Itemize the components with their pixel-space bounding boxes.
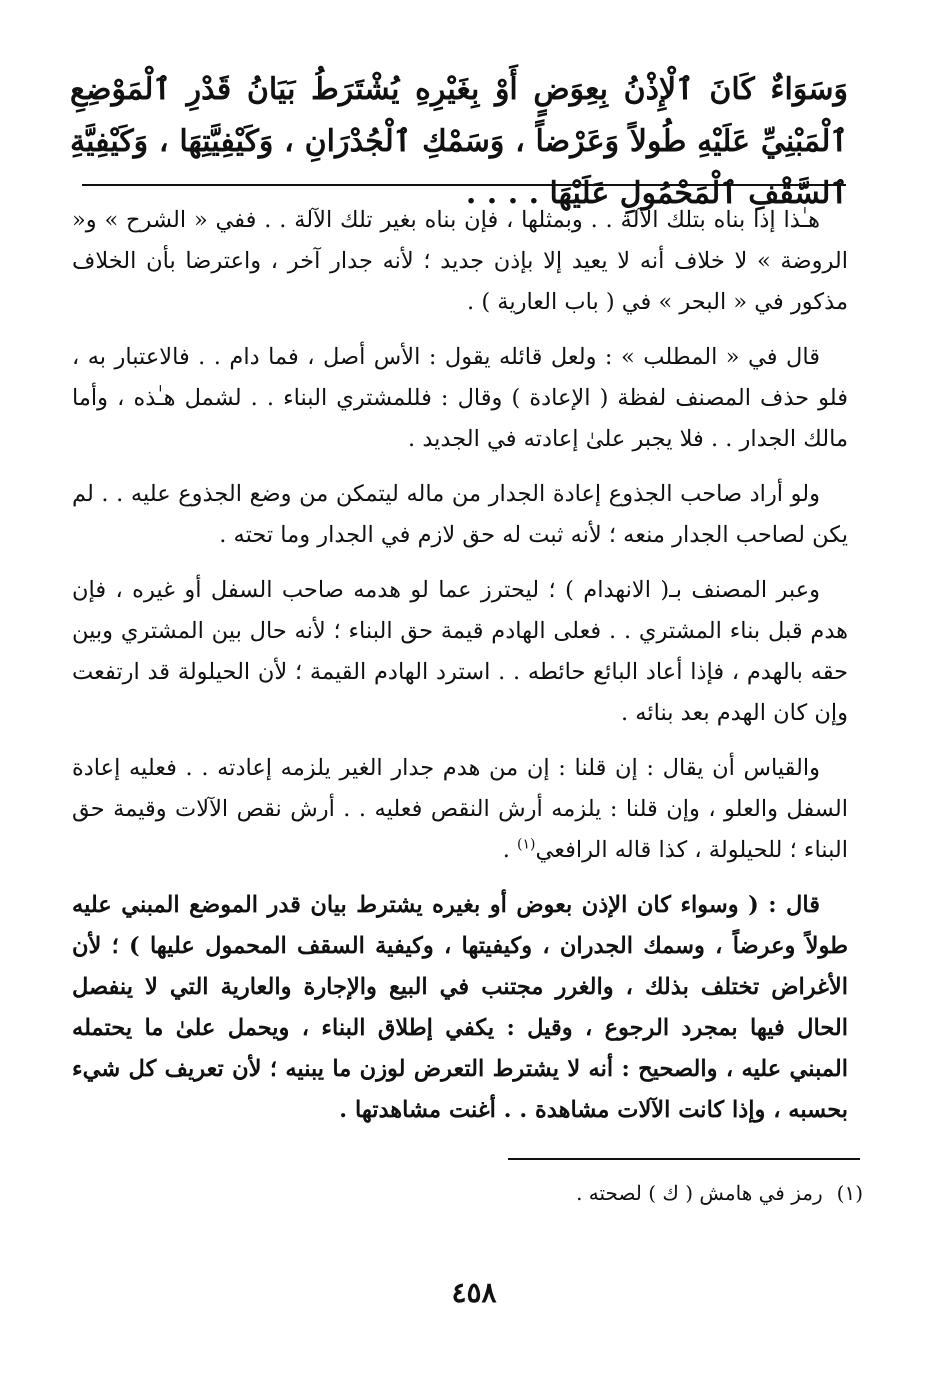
page-number: ٤٥٨ (451, 1276, 497, 1309)
commentary-body (72, 200, 848, 1145)
footnote (363, 1176, 863, 1210)
commentary-paragraph-5-end: . (502, 837, 518, 863)
footnote-reference[interactable]: (١) (517, 836, 536, 853)
matn-text: وَسَوَاءٌ كَانَ ٱلْإِذْنُ بِعِوَضٍ أَوْ بِغَيْرِهِ يُشْتَرَطُ بَيَانُ قَدْرِ ٱلْمَوْضِعِ ٱلْمَبْنِيِّ عَلَيْهِ طُولاً وَعَرْضاً ، وَسَمْكِ ٱلْجُدْرَانِ ، وَكَيْفِيَّتِهَا ، وَكَيْفِيَّةِ ٱلسَّقْفِ ٱلْمَحْمُولِ عَلَيْهَا . . . . (70, 72, 848, 211)
commentary-paragraph-5-text: والقياس أن يقال : إن قلنا : إن من هدم جدار الغير يلزمه إعادته . . فعليه إعادة السفل والعلو ، وإن قلنا : يلزمه أرش النقص فعليه . . أرش نقص الآلات وقيمة حق البناء ؛ للحيلولة ، كذا قاله الرافعي (72, 755, 848, 863)
footnote-mark: (١) (836, 1181, 863, 1205)
commentary-paragraph-5 (72, 748, 848, 871)
commentary-paragraph-1: هـٰذا إذا بناه بتلك الآلة . . وبمثلها ، فإن بناه بغير تلك الآلة . . ففي « الشرح » و« الروضة » لا خلاف أنه لا يعيد إلا بإذن جديد ؛ لأنه جدار آخر ، واعترضا بأن الخلاف مذكور في « البحر » في ( باب العارية ) . (72, 207, 848, 315)
commentary-paragraph-4: وعبر المصنف بـ( الانهدام ) ؛ ليحترز عما لو هدمه صاحب السفل أو غيره ، فإن هدم قبل بناء المشتري . . فعلى الهادم قيمة حق البناء ؛ لأنه حال بين المشتري وبين حقه بالهدم ، فإذا أعاد البائع حائطه . . استرد الهادم القيمة ؛ لأن الحيلولة قد ارتفعت وإن كان الهدم بعد بنائه . (72, 577, 848, 726)
footnote-divider (508, 1158, 860, 1160)
commentary-paragraph-3: ولو أراد صاحب الجذوع إعادة الجدار من ماله ليتمكن من وضع الجذوع عليه . . لم يكن لصاحب الجدار منعه ؛ لأنه ثبت له حق لازم في الجدار وما تحته . (72, 481, 848, 548)
commentary-paragraph-2: قال في « المطلب » : ولعل قائله يقول : الأس أصل ، فما دام . . فالاعتبار به ، فلو حذف المصنف لفظة ( الإعادة ) وقال : فللمشتري البناء . . لشمل هـٰذه ، وأما مالك الجدار . . فلا يجبر علىٰ إعادته في الجديد . (72, 344, 848, 452)
commentary-paragraph-6: قال : ( وسواء كان الإذن بعوض أو بغيره يشترط بيان قدر الموضع المبني عليه طولاً وعرضاً ، وسمك الجدران ، وكيفيتها ، وكيفية السقف المحمول عليها ) ؛ لأن الأغراض تختلف بذلك ، والغرر مجتنب في البيع والإجارة والعارية التي لا ينفصل الحال فيها بمجرد الرجوع ، وقيل : يكفي إطلاق البناء ، ويحمل علىٰ ما يحتمله المبني عليه ، والصحيح : أنه لا يشترط التعرض لوزن ما يبنيه ؛ لأن تعريف كل شيء بحسبه ، وإذا كانت الآلات مشاهدة . . أغنت مشاهدتها . (72, 892, 848, 1123)
main-text-divider (82, 184, 846, 186)
footnote-text: رمز في هامش ( ك ) لصحته . (576, 1181, 823, 1205)
